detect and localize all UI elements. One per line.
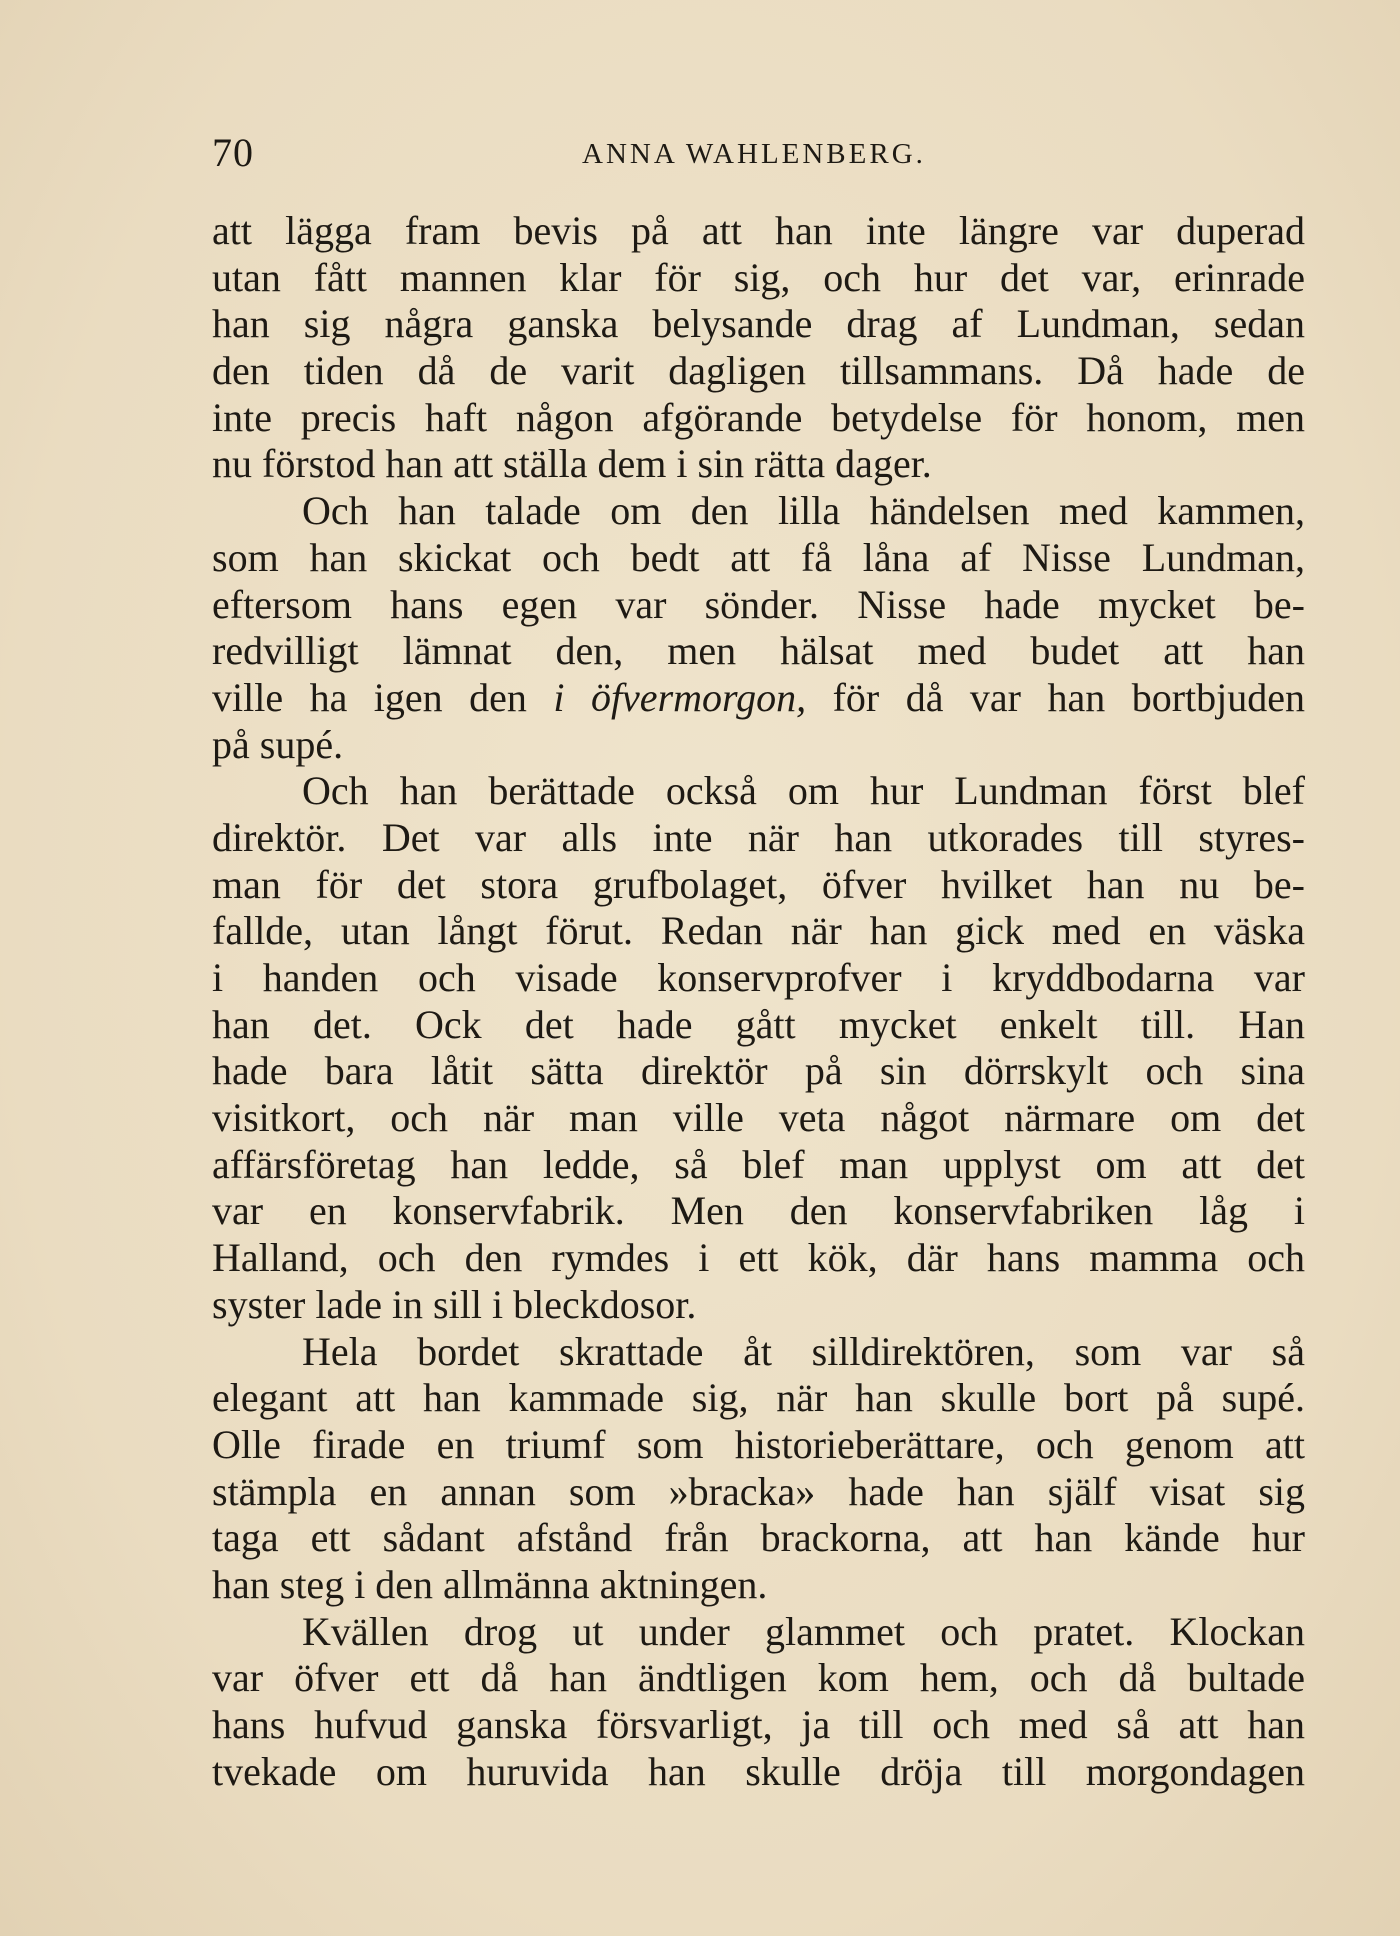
text-line: Halland, och den rymdes i ett kök, där hans mamma och [212,1235,1305,1281]
text-line: man för det stora grufbolaget, öfver hvilket han nu be- [212,861,1305,907]
text-line: fallde, utan långt förut. Redan när han gick med en väska [212,908,1305,954]
text-line: visitkort, och när man ville veta något närmare om det [212,1095,1305,1141]
italic-phrase: i öfvermorgon, [553,674,807,720]
text-line-mixed [212,675,1305,722]
text-line: taga ett sådant afstånd från brackorna, att han kände hur [212,1515,1305,1561]
text-segment: för då var han bortbjuden [806,674,1305,720]
text-line: hans hufvud ganska försvarligt, ja till och med så att han [212,1702,1305,1747]
page-number: 70 [212,130,254,175]
text-line: affärsföretag han ledde, så blef man upplyst om att det [212,1141,1305,1187]
text-line: inte precis haft någon afgörande betydelse för honom, men [212,394,1305,440]
text-line: han steg i den allmänna aktningen. [212,1561,768,1607]
text-line: tvekade om huruvida han skulle dröja till morgondagen [212,1748,1305,1794]
text-line: var öfver ett då han ändtligen kom hem, och då bultade [212,1655,1305,1701]
text-line: stämpla en annan som »bracka» hade han själf visat sig [212,1468,1305,1514]
text-line: Och han berättade också om hur Lundman först blef [302,768,1305,814]
text-line: på supé. [212,721,344,767]
text-line: han det. Ock det hade gått mycket enkelt till. Han [212,1001,1305,1047]
text-line: eftersom hans egen var sönder. Nisse hade mycket be- [212,581,1305,627]
text-line: direktör. Det var alls inte när han utkorades till styres- [212,814,1305,860]
running-head: ANNA WAHLENBERG. [582,138,926,170]
text-line: Kvällen drog ut under glammet och pratet. Klockan [302,1608,1305,1654]
text-segment: ville ha igen den [212,674,554,720]
text-line: att lägga fram bevis på att han inte längre var duperad [212,208,1305,253]
text-line: den tiden då de varit dagligen tillsammans. Då hade de [212,348,1305,394]
text-line: nu förstod han att ställa dem i sin rätta dager. [212,441,932,487]
text-line: Olle firade en triumf som historieberättare, och genom att [212,1421,1305,1467]
text-line: som han skickat och bedt att få låna af Nisse Lundman, [212,534,1305,580]
text-line: syster lade in sill i bleckdosor. [212,1281,697,1327]
text-line: utan fått mannen klar för sig, och hur det var, erinrade [212,254,1305,300]
text-line: var en konservfabrik. Men den konservfabriken låg i [212,1188,1305,1234]
text-line: hade bara låtit sätta direktör på sin dörrskylt och sina [212,1048,1305,1094]
text-line: han sig några ganska belysande drag af Lundman, sedan [212,301,1305,347]
text-line: redvilligt lämnat den, men hälsat med budet att han [212,628,1305,674]
text-line: Hela bordet skrattade åt silldirektören, som var så [302,1328,1305,1374]
text-line: i handen och visade konservprofver i kryddbodarna var [212,955,1305,1000]
text-line: Och han talade om den lilla händelsen med kammen, [302,488,1305,534]
body-text [212,208,1305,1795]
page-header [212,128,1300,178]
text-line: elegant att han kammade sig, när han skulle bort på supé. [212,1375,1305,1421]
